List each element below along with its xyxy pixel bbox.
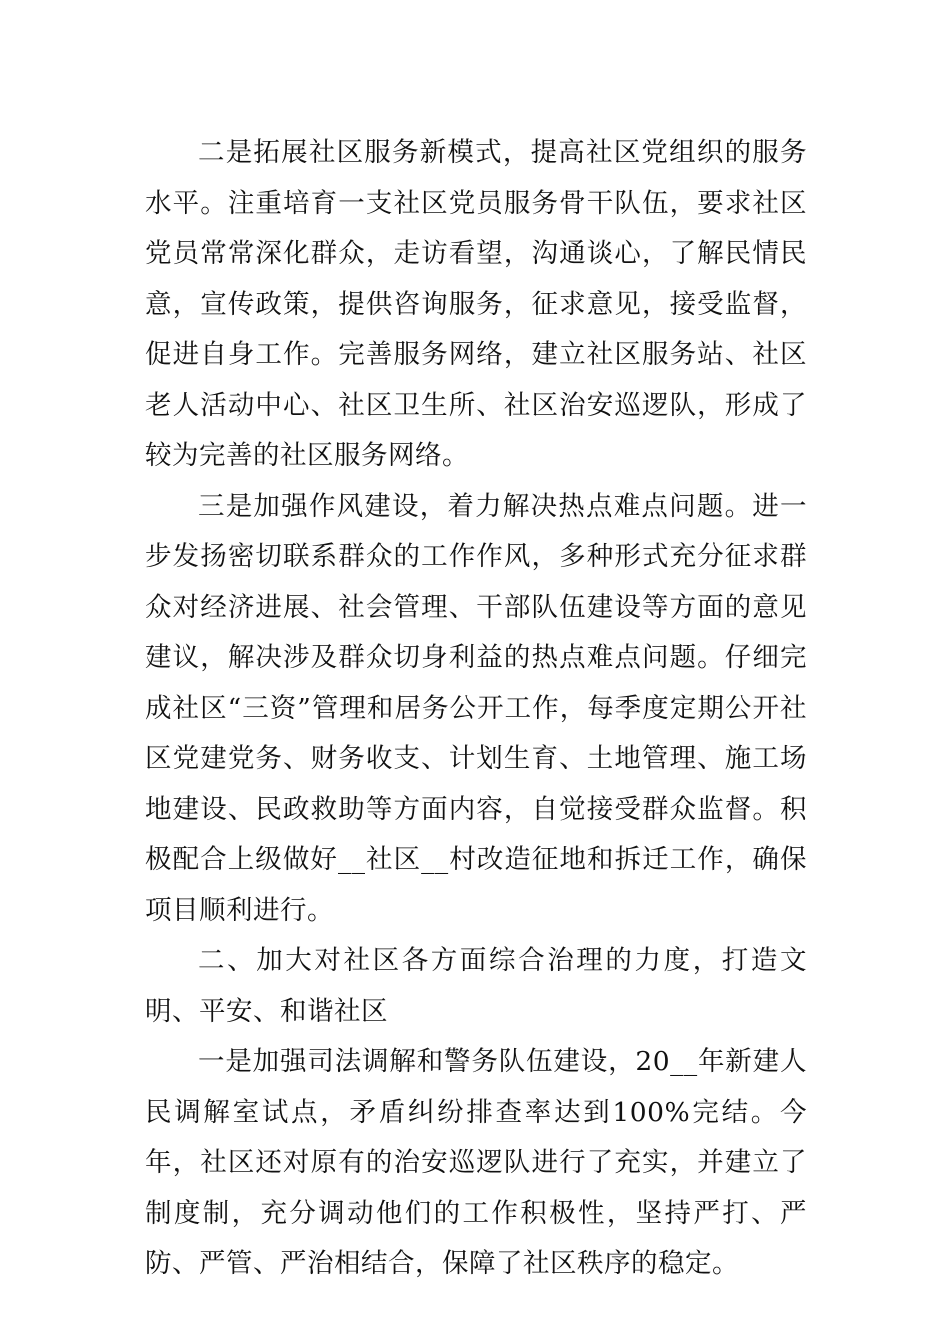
paragraph-community-service-model: 二是拓展社区服务新模式，提高社区党组织的服务水平。注重培育一支社区党员服务骨干队伍，要求社区党员常常深化群众，走访看望，沟通谈心，了解民情民意，宣传政策，提供咨询服务，征求意见，接受监督，促进自身工作。完善服务网络，建立社区服务站、社区老人活动中心、社区卫生所、社区治安巡逻队，形成了较为完善的社区服务网络。	[145, 137, 807, 471]
section-heading-comprehensive-governance: 二、加大对社区各方面综合治理的力度，打造文明、平安、和谐社区	[145, 945, 807, 1027]
paragraph-work-style-building: 三是加强作风建设，着力解决热点难点问题。进一步发扬密切联系群众的工作作风，多种形式充分征求群众对经济进展、社会管理、干部队伍建设等方面的意见建议，解决涉及群众切身利益的热点难点问题。仔细完成社区“三资”管理和居务公开工作，每季度定期公开社区党建党务、财务收支、计划生育、土地管理、施工场地建设、民政救助等方面内容，自觉接受群众监督。积极配合上级做好__社区__村改造征地和拆迁工作，确保项目顺利进行。	[145, 490, 807, 926]
paragraph-judicial-mediation: 一是加强司法调解和警务队伍建设，20__年新建人民调解室试点，矛盾纠纷排查率达到100%完结。今年，社区还对原有的治安巡逻队进行了充实，并建立了制度制，充分调动他们的工作积极性，坚持严打、严防、严管、严治相结合，保障了社区秩序的稳定。	[145, 1046, 807, 1279]
document-body	[145, 128, 807, 1290]
